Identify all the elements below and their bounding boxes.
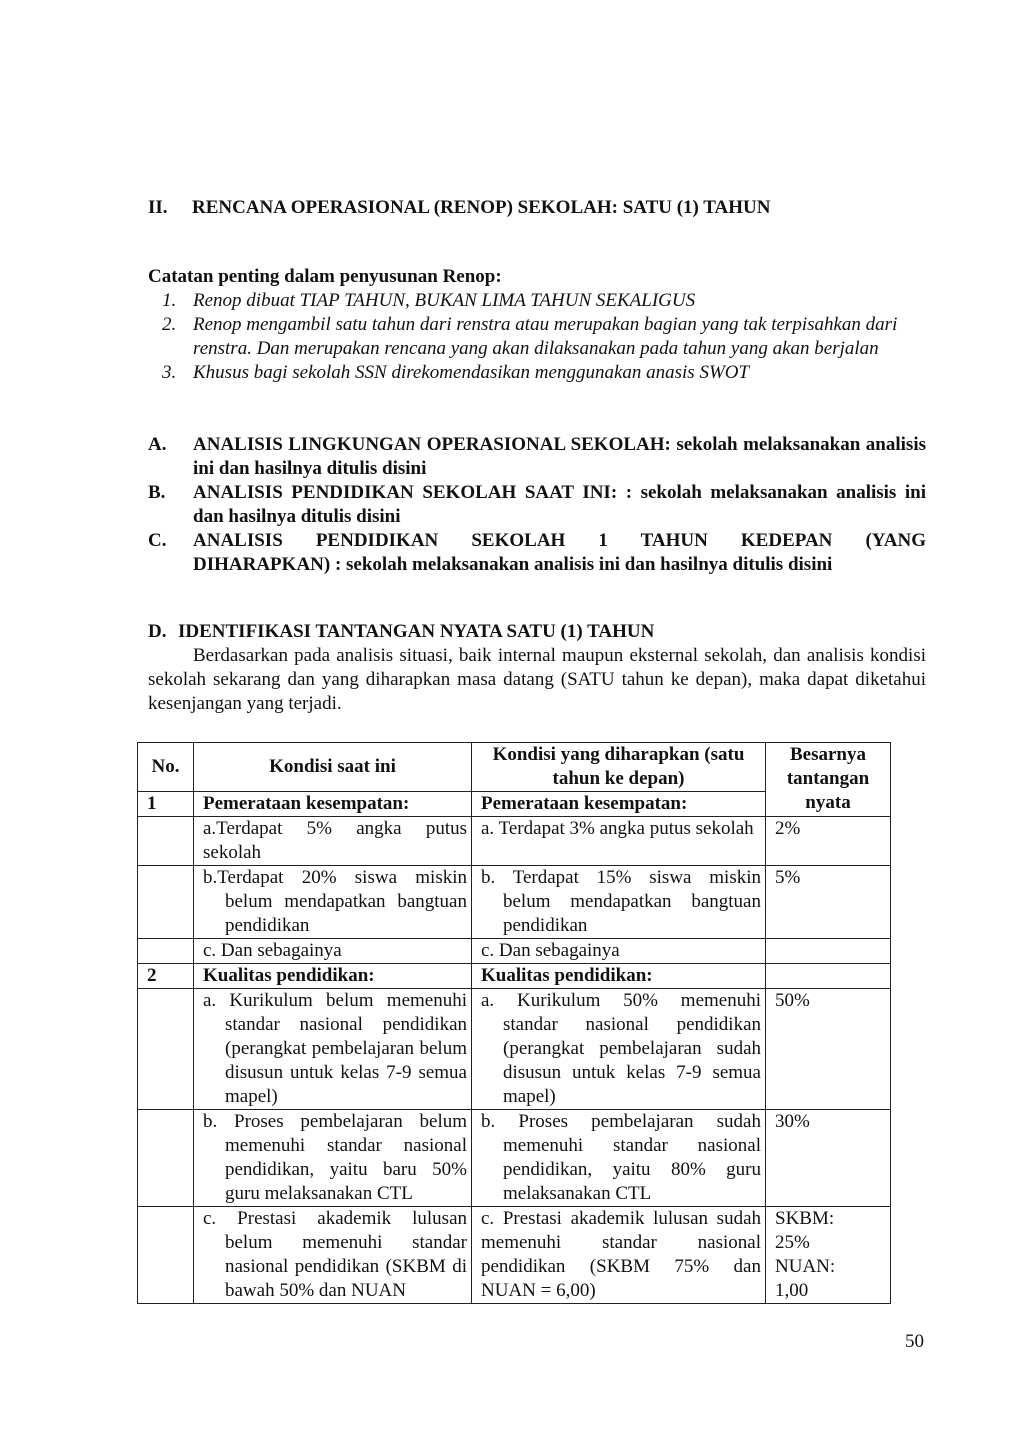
- notes-item-number: 2.: [162, 314, 177, 335]
- cell-current: [194, 817, 472, 866]
- section-text-line2: DIHARAPKAN) : sekolah melaksanakan analisis ini dan hasilnya ditulis disini: [193, 554, 833, 575]
- cell-no: [138, 939, 194, 964]
- cell-current: [194, 989, 472, 1110]
- cell-current-text: b.Terdapat 20% siswa miskin belum mendapatkan bangtuan pendidikan: [203, 867, 467, 936]
- cell-expected: [472, 866, 766, 939]
- group-current-title: Kualitas pendidikan:: [194, 964, 472, 989]
- section-b: [148, 481, 926, 529]
- group-number: 1: [138, 792, 194, 817]
- cell-no: [138, 1110, 194, 1207]
- table-row: [138, 989, 891, 1110]
- cell-no: [138, 1207, 194, 1304]
- cell-no: [138, 817, 194, 866]
- cell-current: c. Dan sebagainya: [194, 939, 472, 964]
- table-row: [138, 1207, 891, 1304]
- challenge-table: [137, 742, 891, 1304]
- cell-expected: [472, 989, 766, 1110]
- cell-challenge: [766, 939, 891, 964]
- notes-item-text: Renop dibuat TIAP TAHUN, BUKAN LIMA TAHUN SEKALIGUS: [193, 290, 696, 311]
- cell-challenge: 5%: [766, 866, 891, 939]
- section-d-title: [148, 620, 926, 644]
- section-letter: B.: [148, 482, 166, 503]
- group-current-title: Pemerataan kesempatan:: [194, 792, 472, 817]
- cell-no: [138, 866, 194, 939]
- group-expected-title: Kualitas pendidikan:: [472, 964, 766, 989]
- notes-item-number: 3.: [162, 362, 177, 383]
- cell-challenge: [766, 1207, 891, 1304]
- table-row: [138, 866, 891, 939]
- cell-expected: [472, 1207, 766, 1304]
- section-letter: D.: [148, 621, 167, 642]
- chapter-heading: [148, 196, 928, 220]
- cell-challenge: 30%: [766, 1110, 891, 1207]
- challenge-line: NUAN:: [775, 1256, 836, 1277]
- cell-current-text: c. Prestasi akademik lulusan belum memenuhi standar nasional pendidikan (SKBM di bawah 50% dan NUAN: [203, 1208, 467, 1301]
- section-text: ANALISIS PENDIDIKAN SEKOLAH SAAT INI: : sekolah melaksanakan analisis ini dan hasilnya ditulis disini: [193, 482, 926, 527]
- section-letter: C.: [148, 530, 167, 551]
- cell-challenge: [766, 964, 891, 989]
- notes-item: [148, 361, 928, 385]
- challenge-line: 1,00: [775, 1280, 809, 1301]
- header-current: Kondisi saat ini: [194, 743, 472, 792]
- challenge-line: 25%: [775, 1232, 810, 1253]
- cell-challenge: 50%: [766, 989, 891, 1110]
- header-no: No.: [138, 743, 194, 792]
- table-row: [138, 817, 891, 866]
- chapter-number: II.: [148, 197, 168, 218]
- cell-expected-text: a. Kurikulum 50% memenuhi standar nasional pendidikan (perangkat pembelajaran sudah disusun untuk kelas 7-9 semua mapel): [481, 990, 761, 1107]
- notes-item-text: Khusus bagi sekolah SSN direkomendasikan menggunakan anasis SWOT: [193, 362, 750, 383]
- table-header-row: [138, 743, 891, 792]
- section-a: [148, 433, 926, 481]
- notes-item: [148, 313, 928, 361]
- header-challenge: Besarnya tantangan nyata: [766, 743, 891, 817]
- section-d: [148, 620, 926, 716]
- cell-current: [194, 866, 472, 939]
- cell-challenge: 2%: [766, 817, 891, 866]
- cell-current: [194, 1110, 472, 1207]
- cell-expected-text: b. Proses pembelajaran sudah memenuhi standar nasional pendidikan, yaitu 80% guru melaksanakan CTL: [481, 1111, 761, 1204]
- header-expected: Kondisi yang diharapkan (satu tahun ke depan): [472, 743, 766, 792]
- group-number: 2: [138, 964, 194, 989]
- chapter-title: RENCANA OPERASIONAL (RENOP) SEKOLAH: SATU (1) TAHUN: [192, 197, 771, 218]
- cell-expected-text: a. Terdapat 3% angka putus sekolah: [481, 818, 754, 839]
- cell-expected: c. Dan sebagainya: [472, 939, 766, 964]
- cell-expected-text: b. Terdapat 15% siswa miskin belum mendapatkan bangtuan pendidikan: [481, 867, 761, 936]
- cell-expected: [472, 1110, 766, 1207]
- section-letter: A.: [148, 434, 167, 455]
- section-title-text: IDENTIFIKASI TANTANGAN NYATA SATU (1) TAHUN: [178, 621, 655, 642]
- analysis-sections: [148, 433, 926, 577]
- cell-current: [194, 1207, 472, 1304]
- challenge-line: SKBM:: [775, 1208, 835, 1229]
- section-d-paragraph: Berdasarkan pada analisis situasi, baik internal maupun eksternal sekolah, dan analisis kondisi sekolah sekarang dan yang diharapkan masa datang (SATU tahun ke depan), maka dapat diketahui kesenjangan yang terjadi.: [148, 645, 926, 714]
- section-text-line1: ANALISIS PENDIDIKAN SEKOLAH 1 TAHUN KEDEPAN (YANG: [193, 530, 926, 551]
- page-number: 50: [905, 1331, 924, 1352]
- notes-list: [148, 289, 928, 385]
- table-row: [138, 939, 891, 964]
- section-c: [148, 529, 926, 577]
- table-row: [138, 1110, 891, 1207]
- notes-title: Catatan penting dalam penyusunan Renop:: [148, 266, 502, 287]
- cell-no: [138, 989, 194, 1110]
- cell-current-text: b. Proses pembelajaran belum memenuhi standar nasional pendidikan, yaitu baru 50% guru melaksanakan CTL: [203, 1111, 467, 1204]
- group-expected-title: Pemerataan kesempatan:: [472, 792, 766, 817]
- section-text: ANALISIS LINGKUNGAN OPERASIONAL SEKOLAH: sekolah melaksanakan analisis ini dan hasilnya ditulis disini: [193, 434, 926, 479]
- cell-expected-text: c. Prestasi akademik lulusan sudah memenuhi standar nasional pendidikan (SKBM 75% dan NUAN = 6,00): [481, 1208, 761, 1301]
- cell-expected: [472, 817, 766, 866]
- notes-item-text: Renop mengambil satu tahun dari renstra atau merupakan bagian yang tak terpisahkan dari renstra. Dan merupakan rencana yang akan dilaksanakan pada tahun yang akan berjalan: [193, 314, 898, 359]
- cell-current-text: a. Kurikulum belum memenuhi standar nasional pendidikan (perangkat pembelajaran belum disusun untuk kelas 7-9 semua mapel): [203, 990, 467, 1107]
- table-row: [138, 964, 891, 989]
- cell-current-text: a.Terdapat 5% angka putus sekolah: [203, 818, 467, 863]
- notes-item-number: 1.: [162, 290, 177, 311]
- notes-item: [148, 289, 928, 313]
- renop-notes: [148, 265, 928, 385]
